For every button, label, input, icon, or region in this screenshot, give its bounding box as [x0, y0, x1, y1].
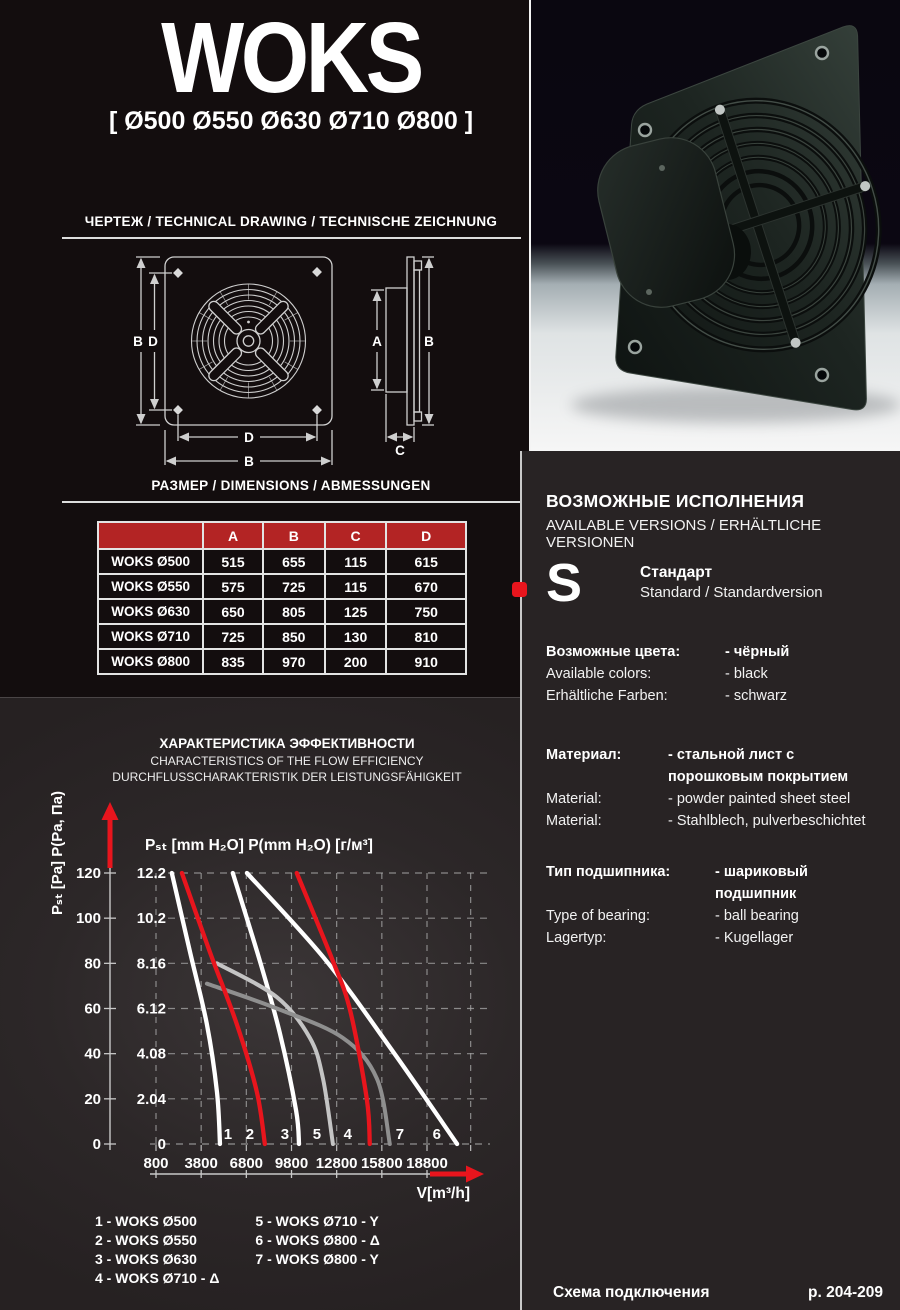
dimensions-heading-rule [62, 501, 521, 503]
spec-value: - black [725, 666, 768, 682]
curve-number-label: 2 [245, 1126, 255, 1143]
spec-value: - Stahlblech, pulverbeschichtet [668, 813, 866, 829]
versions-heading-ru: ВОЗМОЖНЫЕ ИСПОЛНЕНИЯ [546, 491, 805, 511]
curve-number-label: 4 [343, 1126, 352, 1143]
y-tick-pa: 60 [84, 1000, 101, 1018]
y-tick-mmh2o: 12.2 [136, 865, 166, 882]
spec-value: - чёрный [725, 644, 790, 660]
curve-number-label: 7 [395, 1126, 405, 1143]
legend-item: 1 - WOKS Ø500 [95, 1213, 197, 1229]
motor-screw [646, 289, 652, 295]
dim-label-B-bottom: B [244, 454, 254, 469]
model-name-cell: WOKS Ø550 [98, 574, 203, 599]
legend-item: 4 - WOKS Ø710 - Δ [95, 1270, 220, 1286]
legend-item: 3 - WOKS Ø630 [95, 1251, 197, 1267]
model-name-cell: WOKS Ø630 [98, 599, 203, 624]
dimension-value-cell: 125 [325, 599, 387, 624]
spec-label: Erhältliche Farben: [546, 688, 668, 704]
y-tick-mmh2o: 2.04 [136, 1090, 166, 1108]
dim-label-A-side: A [372, 334, 382, 349]
spec-row [546, 685, 882, 707]
x-tick: 18800 [406, 1155, 448, 1172]
spec-label: Lagertyp: [546, 930, 607, 946]
panel-footer [553, 1284, 883, 1302]
dim-label-D-left: D [148, 334, 158, 349]
chart-title-de: DURCHFLUSSCHARAKTERISTIK DER LEISTUNGSFÄHIGKEIT [112, 770, 462, 784]
model-name-cell: WOKS Ø710 [98, 624, 203, 649]
drawing-section-heading: ЧЕРТЕЖ / TECHNICAL DRAWING / TECHNISCHE ZEICHNUNG [84, 214, 498, 229]
table-row [98, 549, 466, 574]
spec-row [546, 744, 882, 788]
dimension-value-cell: 805 [263, 599, 325, 624]
spec-value: - ball bearing [715, 908, 799, 924]
spec-row [546, 810, 882, 832]
x-tick: 9800 [274, 1155, 309, 1172]
dimension-side [371, 257, 434, 442]
y-tick-pa: 80 [84, 955, 101, 973]
y-tick-mmh2o: 8.16 [136, 955, 166, 973]
table-row [98, 599, 466, 624]
legend-item: 7 - WOKS Ø800 - Y [255, 1251, 379, 1267]
dimension-value-cell: 655 [263, 549, 325, 574]
version-name-ru: Стандарт [640, 564, 713, 581]
dimensions-table [97, 521, 467, 675]
spec-value: - Kugellager [715, 930, 794, 946]
version-standard-row [546, 553, 823, 613]
vertical-divider-top [529, 0, 531, 451]
dim-label-B-left: B [133, 334, 143, 349]
chart-title-ru: ХАРАКТЕРИСТИКА ЭФФЕКТИВНОСТИ [159, 736, 415, 751]
y-tick-mmh2o: 4.08 [136, 1045, 166, 1063]
fan-hub [237, 330, 260, 353]
spec-label: Возможные цвета: [546, 644, 681, 660]
dimension-value-cell: 200 [325, 649, 387, 674]
table-row [98, 574, 466, 599]
side-view [386, 257, 422, 425]
wiring-diagram-label: Схема подключения [553, 1284, 710, 1301]
table-row [98, 649, 466, 674]
table-column-header: B [263, 522, 325, 549]
spec-row [546, 788, 882, 810]
dimension-value-cell: 115 [325, 549, 387, 574]
spec-label: Material: [546, 813, 602, 829]
spec-label: Материал: [546, 747, 622, 763]
table-column-header: A [203, 522, 263, 549]
x-tick: 15800 [360, 1155, 403, 1172]
curve-4-WOKSØ710-Δ [297, 873, 370, 1144]
dimension-value-cell: 115 [325, 574, 387, 599]
chart-legend [95, 1212, 380, 1288]
spec-value: - schwarz [725, 688, 788, 704]
version-name-en-de: Standard / Standardversion [640, 584, 823, 601]
technical-drawing [60, 248, 520, 476]
dimension-value-cell: 515 [203, 549, 263, 574]
versions-panel [522, 451, 900, 1310]
x-tick: 3800 [184, 1155, 218, 1172]
dim-label-D-bottom: D [244, 430, 254, 445]
drawing-heading-rule [62, 237, 521, 239]
dimension-value-cell: 615 [386, 549, 466, 574]
spec-row [546, 641, 882, 663]
chart-title-en: CHARACTERISTICS OF THE FLOW EFFICIENCY [150, 753, 424, 768]
dimension-value-cell: 725 [203, 624, 263, 649]
page-reference: p. 204-209 [808, 1284, 883, 1301]
chart-panel [0, 697, 520, 1310]
spec-value: - powder painted sheet steel [668, 791, 851, 807]
x-tick: 6800 [229, 1155, 264, 1172]
legend-column-1 [95, 1212, 219, 1288]
dimensions-table-header [98, 522, 466, 549]
model-name-cell: WOKS Ø800 [98, 649, 203, 674]
table-column-header: D [386, 522, 466, 549]
spec-label: Type of bearing: [546, 908, 650, 924]
y-tick-mmh2o: 6.12 [136, 1000, 166, 1018]
version-code: S [546, 553, 583, 613]
legend-item: 5 - WOKS Ø710 - Y [255, 1213, 379, 1229]
curve-number-label: 5 [312, 1126, 322, 1143]
dimension-value-cell: 810 [386, 624, 466, 649]
spec-row [546, 663, 882, 685]
bearing-block [546, 861, 882, 949]
versions-heading-en-de: AVAILABLE VERSIONS / ERHÄLTLICHE VERSIONEN [546, 517, 822, 551]
spec-row [546, 927, 882, 949]
table-row [98, 624, 466, 649]
curve-number-label: 3 [280, 1126, 290, 1143]
spec-row [546, 905, 882, 927]
dimension-value-cell: 670 [386, 574, 466, 599]
product-photo [531, 0, 900, 451]
spec-value: - шариковый подшипник [715, 864, 808, 902]
spec-label: Available colors: [546, 666, 652, 682]
spec-value: - стальной лист с порошковым покрытием [668, 747, 849, 785]
y-axis-label: Pₛₜ [Pa] P(Pa, Па) [49, 790, 66, 916]
motor-screw [659, 165, 665, 171]
dimension-value-cell: 970 [263, 649, 325, 674]
version-marker [512, 582, 527, 597]
table-column-header [98, 522, 203, 549]
left-column-top [0, 0, 529, 697]
spec-label: Тип подшипника: [546, 864, 671, 880]
dimension-value-cell: 575 [203, 574, 263, 599]
dimension-value-cell: 850 [263, 624, 325, 649]
legend-item: 6 - WOKS Ø800 - Δ [255, 1232, 380, 1248]
legend-item: 2 - WOKS Ø550 [95, 1232, 197, 1248]
colors-block [546, 641, 882, 707]
material-block [546, 744, 882, 832]
dimension-value-cell: 910 [386, 649, 466, 674]
y-tick-pa: 0 [92, 1136, 101, 1153]
dimension-value-cell: 750 [386, 599, 466, 624]
y-tick-pa: 40 [84, 1045, 101, 1063]
dimension-value-cell: 835 [203, 649, 263, 674]
dimensions-table-body [98, 549, 466, 674]
y-tick-pa: 120 [75, 865, 101, 882]
dim-label-B-side: B [424, 334, 434, 349]
curve-number-label: 6 [432, 1126, 441, 1143]
y-tick-pa: 100 [75, 910, 101, 928]
dimensions-section-heading: РАЗМЕР / DIMENSIONS / ABMESSUNGEN [151, 478, 431, 493]
model-name-cell: WOKS Ø500 [98, 549, 203, 574]
dimension-value-cell: 130 [325, 624, 387, 649]
product-title: WOKS [161, 2, 421, 114]
product-sizes: [ Ø500 Ø550 Ø630 Ø710 Ø800 ] [108, 107, 474, 135]
pressure-mm-label: Pₛₜ [mm H₂O] P(mm H₂O) [г/м³] [145, 837, 373, 854]
legend-column-2 [255, 1212, 379, 1288]
dimension-value-cell: 725 [263, 574, 325, 599]
y-tick-mmh2o: 10.2 [136, 910, 166, 928]
y-tick-mmh2o: 0 [157, 1136, 166, 1153]
y-tick-pa: 20 [84, 1090, 101, 1108]
spec-row [546, 861, 882, 905]
dimension-value-cell: 650 [203, 599, 263, 624]
x-tick: 12800 [315, 1155, 358, 1172]
dim-label-C-side: C [395, 443, 405, 458]
x-axis-label: V[m³/h] [416, 1185, 470, 1202]
x-tick: 800 [143, 1155, 169, 1172]
curve-number-label: 1 [223, 1126, 233, 1143]
table-column-header: C [325, 522, 387, 549]
spec-label: Material: [546, 791, 602, 807]
